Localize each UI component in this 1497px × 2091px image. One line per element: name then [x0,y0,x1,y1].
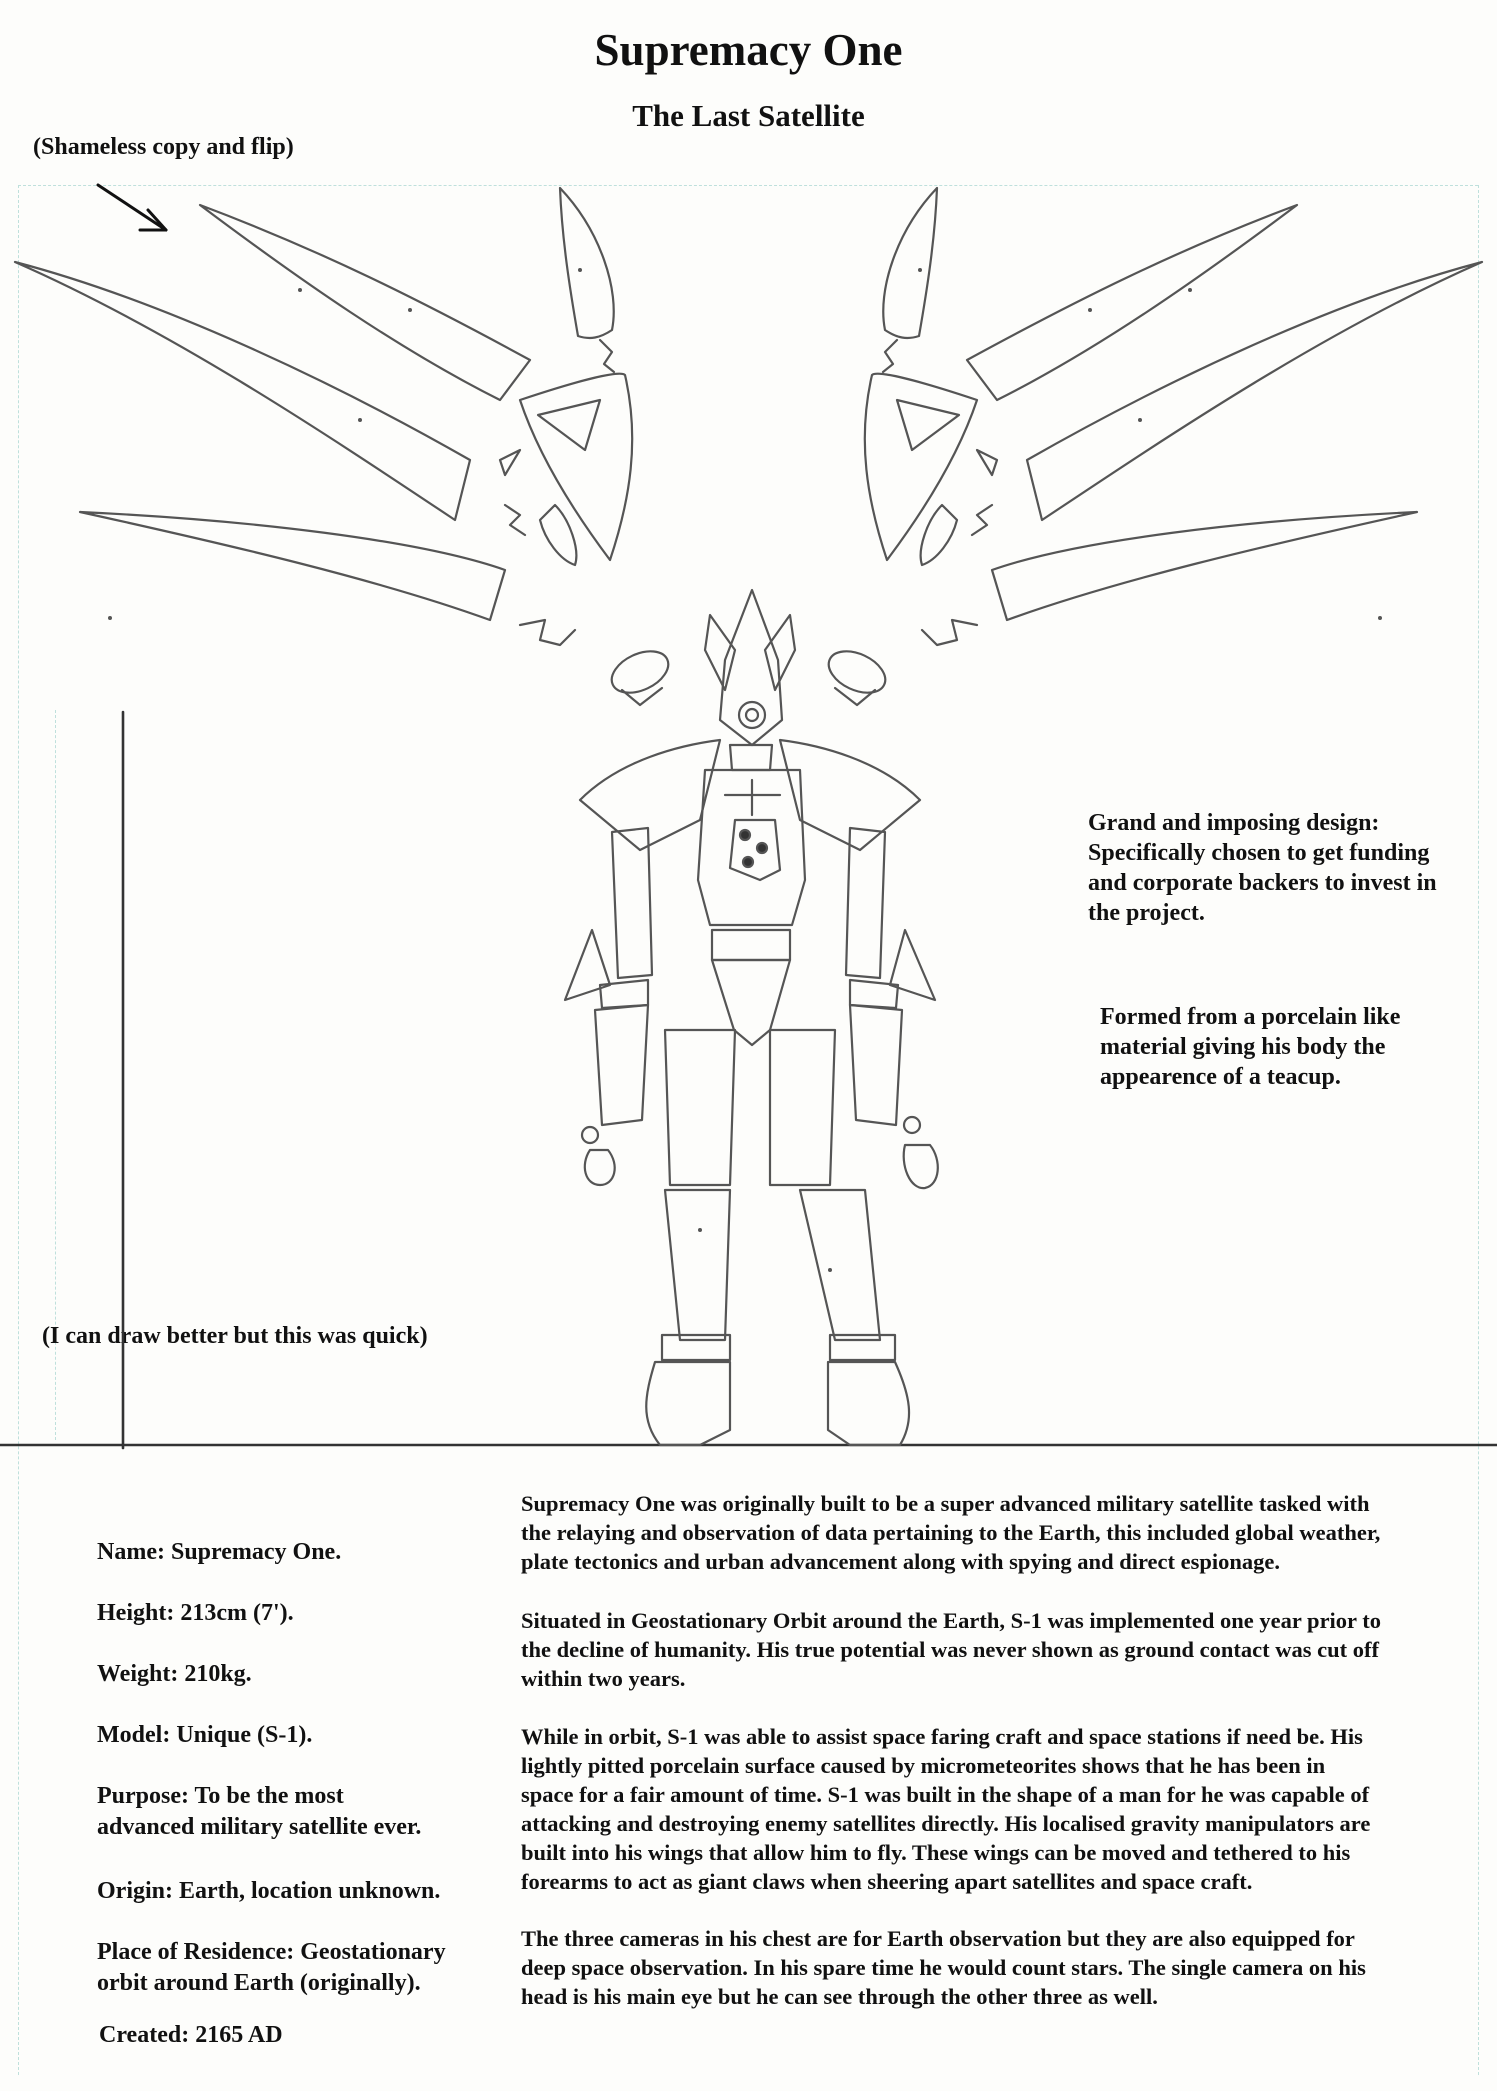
description-line: Supremacy One was originally built to be a super advanced military satellite tasked with [521,1491,1370,1516]
description-line: Situated in Geostationary Orbit around the Earth, S-1 was implemented one year prior to [521,1608,1381,1633]
description-paragraph [521,1489,1481,1576]
spec-line: Weight: 210kg. [97,1661,252,1687]
right-wing [822,188,1482,705]
right-leg [770,1030,909,1445]
description-line: head is his main eye but he can see through the other three as well. [521,1984,1158,2009]
left-wing [15,188,675,705]
page-title: Supremacy One [594,25,903,75]
spec-line: Name: Supremacy One. [97,1539,342,1565]
spec-line: advanced military satellite ever. [97,1814,422,1840]
left-shoulder [580,740,720,850]
description-line: the relaying and observation of data pertaining to the Earth, this included global weather, [521,1520,1381,1545]
draw-better-note: (I can draw better but this was quick) [42,1323,428,1349]
page-subtitle: The Last Satellite [632,98,865,133]
spec-weight [97,1659,252,1690]
spec-model [97,1720,312,1751]
chest-camera [743,857,753,867]
description-line: forearms to act as giant claws when sheering apart satellites and space craft. [521,1869,1253,1894]
description-line: space for a fair amount of time. S-1 was built in the shape of a man for he was capable of [521,1782,1370,1807]
spec-line: Model: Unique (S-1). [97,1722,313,1748]
spec-origin [97,1876,440,1907]
spec-height [97,1598,294,1629]
material-note-line: material giving his body the [1100,1034,1386,1060]
chest-camera [757,843,767,853]
description-line: lightly pitted porcelain surface caused by micrometeorites shows that he has been in [521,1753,1326,1778]
spec-line: orbit around Earth (originally). [97,1970,421,1996]
spec-line: Purpose: To be the most [97,1783,344,1809]
right-arm [846,828,938,1188]
description-line: within two years. [521,1666,686,1691]
material-note-line: appearence of a teacup. [1100,1064,1341,1090]
spec-line: Place of Residence: Geostationary [97,1939,446,1965]
description-line: plate tectonics and urban advancement along with spying and direct espionage. [521,1549,1281,1574]
left-arm [565,828,652,1185]
spec-residence [97,1937,446,1999]
description-paragraph [521,1722,1481,1896]
description-line: attacking and destroying enemy satellites directly. His localised gravity manipulators are [521,1811,1371,1836]
description-paragraph [521,1924,1481,2011]
spec-line: Height: 213cm (7'). [97,1600,294,1626]
description-line: deep space observation. In his spare time he would count stars. The single camera on his [521,1955,1366,1980]
design-note-line: Grand and imposing design: [1088,810,1380,836]
design-note-line: Specifically chosen to get funding [1088,840,1430,866]
description-line: the decline of humanity. His true potential was never shown as ground contact was cut off [521,1637,1379,1662]
description-line: The three cameras in his chest are for Earth observation but they are also equipped for [521,1926,1355,1951]
arrow-icon [98,185,166,230]
description-paragraph [521,1606,1481,1693]
material-note-line: Formed from a porcelain like [1100,1004,1401,1030]
description-line: While in orbit, S-1 was able to assist space faring craft and space stations if need be. His [521,1724,1363,1749]
description-line: built into his wings that allow him to fly. These wings can be moved and tethered to his [521,1840,1351,1865]
copy-flip-note: (Shameless copy and flip) [33,134,294,160]
spec-line: Origin: Earth, location unknown. [97,1878,441,1904]
left-leg [646,1030,735,1445]
chest-camera [740,830,750,840]
spec-created [99,2020,283,2051]
design-note-line: and corporate backers to invest in [1088,870,1437,896]
spec-name [97,1537,341,1568]
spec-purpose [97,1781,421,1843]
design-note-line: the project. [1088,900,1205,926]
robot-torso [698,770,805,1045]
spec-line: Created: 2165 AD [99,2022,283,2048]
